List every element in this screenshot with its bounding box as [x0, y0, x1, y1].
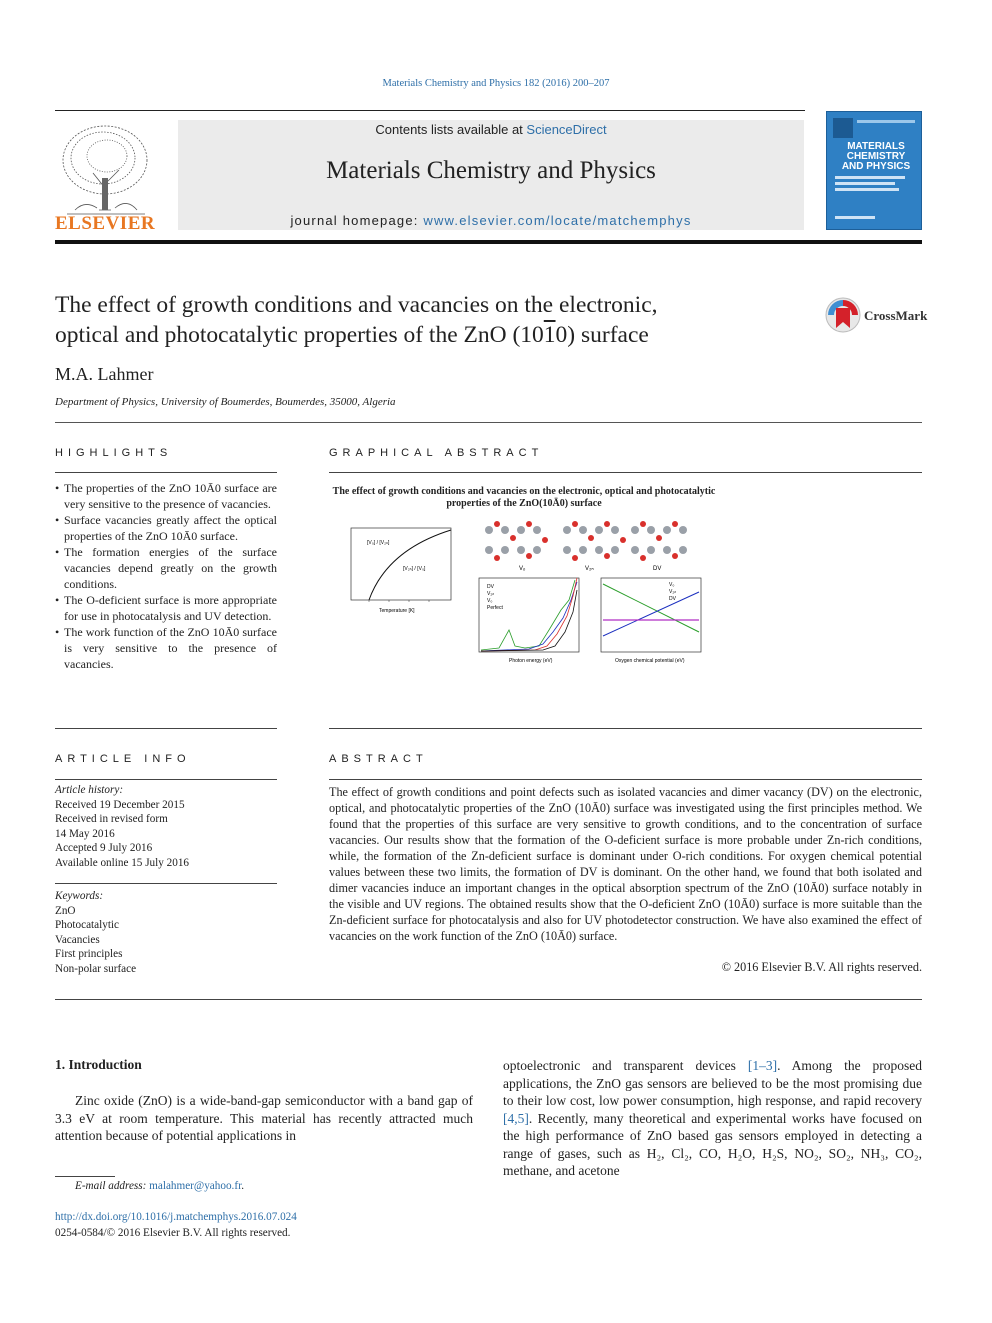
ga-plot2-legend: V₂ₙ [487, 591, 495, 597]
ga-plot-absorption [479, 578, 579, 664]
ga-plot2-xlabel: Photon energy (eV) [509, 658, 553, 664]
ga-struct-label: V₂ₙ [585, 566, 594, 572]
ga-struct-label: DV [653, 566, 662, 572]
keyword: Non-polar surface [55, 962, 137, 975]
graphical-abstract-figure[interactable] [329, 520, 709, 665]
abstract-copyright: © 2016 Elsevier B.V. All rights reserved. [721, 960, 922, 974]
highlights-list [55, 480, 277, 672]
sciencedirect-link[interactable]: ScienceDirect [526, 122, 607, 137]
keyword: Photocatalytic [55, 919, 120, 931]
highlight-item: • The properties of the ZnO 10Ā0 surface are very sensitive to the presence of vacancies. [55, 480, 277, 512]
journal-homepage-line: journal homepage: www.elsevier.com/locate/matchemphys [290, 213, 692, 228]
ga-structures [485, 521, 687, 572]
highlight-item: • Surface vacancies greatly affect the optical properties of the ZnO 10Ā0 surface. [55, 512, 277, 544]
ga-plot1-xlabel: Temperature [K] [379, 608, 415, 614]
section-rule [329, 728, 922, 729]
ga-plot2-legend: DV [487, 584, 494, 590]
keywords [55, 889, 277, 976]
ga-plot3-legend: V₂ₙ [669, 589, 677, 595]
highlight-item: • The O-deficient surface is more appropriate for use in photocatalysis and UV detection. [55, 592, 277, 624]
journal-citation[interactable]: Materials Chemistry and Physics 182 (2016) 200–207 [382, 78, 610, 89]
article-info-heading: ARTICLE INFO [55, 753, 191, 765]
crossmark-label[interactable]: CrossMark [864, 308, 928, 323]
footnote-rule [55, 1176, 115, 1177]
history-item: Available online 15 July 2016 [55, 856, 190, 869]
ga-plot-concentration [351, 528, 451, 614]
section-rule [55, 999, 922, 1000]
section-rule [55, 472, 277, 473]
journal-cover-thumbnail[interactable] [826, 111, 922, 230]
contents-available-line: Contents lists available at ScienceDirect [375, 122, 607, 137]
keyword: First principles [55, 948, 123, 960]
abstract-text: The effect of growth conditions and point defects such as isolated vacancies and dimer vacancy (DV) on the electronic, optical, and photocatalytic properties of the ZnO (10Ā0) surface was investigated using the first principles method. We found that the properties of this surface are very sensitive to growth conditions, and to the concentration of surface vacancies. Our results show that the formation of the O-deficient surface is more probable under Zn-rich conditions, while, the formation of the Zn-deficient surface is dominant under O-rich conditions. For oxygen chemical potential values between these two limits, the formation of DV is dominant. On the other hand, we found that both isolated and dimer vacancies induce an important changes in the optical absorption spectrum of the ZnO (10Ā0) surface notably in the visible and UV regions. The obtained results show that the O-deficient ZnO (10Ā0) surface is more suitable than the Zn-deficient surface for photocatalysis and also for UV photodetector construction. We have also examined the effect of vacancies on the work function of the ZnO (10Ā0) surface. [329, 785, 922, 943]
article-title: The effect of growth conditions and vacancies on the electronic, optical and photocatalytic properties of the ZnO (1010) surface [55, 292, 658, 348]
ga-plot-formation-energy [601, 578, 701, 664]
keyword: Vacancies [55, 933, 100, 946]
ga-struct-label: Vₒ [519, 566, 526, 572]
reference-link[interactable]: [1–3] [747, 1058, 778, 1073]
history-label: Article history: [55, 784, 124, 796]
section-rule [55, 422, 922, 423]
introduction-text-right: optoelectronic and transparent devices [1–3]. Among the proposed applications, the ZnO gas sensors are believed to be the most promising due to their low cost, low power consumption, high response, and rapid recovery [4,5]. Recently, many theoretical and experimental works have focused on the high performance of ZnO based gas sensors employed in detecting a range of gases, such as H₂, Cl₂, CO, H₂O, H₂S, NO₂, SO₂, NH₃, CO₂, methane, and acetone [503, 1058, 922, 1178]
history-item: Received 19 December 2015 [55, 798, 185, 811]
ga-plot2-legend: Perfect [487, 605, 503, 611]
journal-title: Materials Chemistry and Physics [326, 157, 656, 184]
cover-title: MATERIALS CHEMISTRY AND PHYSICS [841, 141, 911, 172]
abstract-heading: ABSTRACT [329, 753, 428, 765]
history-item: Accepted 9 July 2016 [55, 842, 153, 854]
crossmark-icon[interactable] [824, 296, 862, 334]
journal-homepage-link[interactable]: www.elsevier.com/locate/matchemphys [423, 213, 692, 228]
ga-plot2-legend: V₀ [487, 598, 493, 604]
ga-plot3-legend: DV [669, 596, 676, 602]
section-rule [55, 728, 277, 729]
ga-plot1-label: [V₀] / [V₂ₙ] [367, 540, 390, 546]
section-rule [55, 883, 277, 884]
history-item: Received in revised form [55, 813, 168, 825]
introduction-heading: 1. Introduction [55, 1057, 142, 1072]
ga-plot3-xlabel: Oxygen chemical potential (eV) [615, 658, 685, 664]
section-rule [329, 779, 922, 780]
author-name: M.A. Lahmer [55, 364, 154, 384]
history-item: 14 May 2016 [55, 827, 115, 840]
article-history [55, 783, 277, 870]
graphical-abstract-title: The effect of growth conditions and vacancies on the electronic, optical and photocatalytic properties of the ZnO(10Ā0) surface [332, 486, 716, 509]
introduction-text-left: Zinc oxide (ZnO) is a wide-band-gap semiconductor with a band gap of 3.3 eV at room temperature. This material has recently attracted much attention because of potential applications in [55, 1093, 473, 1143]
email-footnote: E-mail address: malahmer@yahoo.fr. [75, 1180, 244, 1192]
ga-plot1-label: [V₂ₙ] / [V₀] [403, 566, 426, 572]
header-rule [55, 110, 805, 111]
author-affiliation: Department of Physics, University of Boumerdes, Boumerdes, 35000, Algeria [55, 396, 396, 408]
issn-copyright: 0254-0584/© 2016 Elsevier B.V. All rights reserved. [55, 1227, 291, 1239]
reference-link[interactable]: [4,5] [503, 1110, 529, 1126]
ga-plot3-legend: V₀ [669, 582, 675, 588]
graphical-abstract-heading: GRAPHICAL ABSTRACT [329, 447, 544, 459]
doi-link[interactable]: http://dx.doi.org/10.1016/j.matchemphys.2016.07.024 [55, 1211, 297, 1223]
elsevier-wordmark: ELSEVIER [55, 213, 156, 234]
keywords-label: Keywords: [55, 890, 104, 902]
highlights-heading: HIGHLIGHTS [55, 447, 173, 459]
header-thick-rule [55, 240, 922, 244]
highlight-item: • The work function of the ZnO 10Ā0 surface is very sensitive to the presence of vacancies. [55, 624, 277, 672]
keyword: ZnO [55, 904, 76, 917]
author-email-link[interactable]: malahmer@yahoo.fr [149, 1180, 242, 1192]
section-rule [55, 779, 277, 780]
highlight-item: • The formation energies of the surface vacancies depend greatly on the growth conditions. [55, 544, 277, 592]
section-rule [329, 472, 922, 473]
